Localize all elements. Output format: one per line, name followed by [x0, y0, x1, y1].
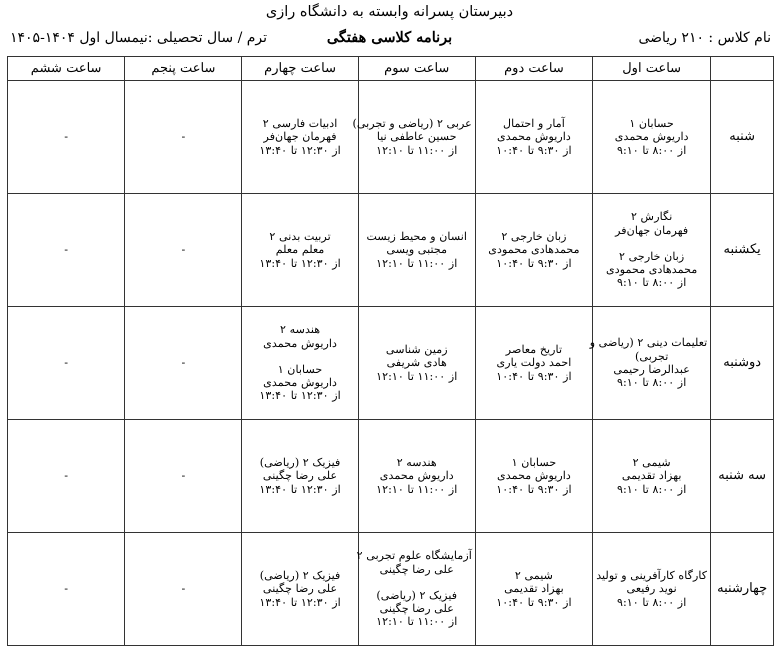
period-cell — [593, 420, 711, 533]
period-cell — [8, 420, 125, 533]
empty-marker: - — [64, 130, 69, 144]
cell-text: از ۹:۳۰ تا ۱۰:۴۰ — [496, 256, 572, 270]
empty-marker: - — [64, 582, 69, 596]
empty-marker: - — [64, 243, 69, 257]
cell-spacer — [596, 237, 707, 250]
cell-text: نوید رفیعی — [626, 582, 677, 596]
page-title: برنامه کلاسی هفتگی — [326, 29, 453, 46]
cell-text: از ۹:۳۰ تا ۱۰:۴۰ — [496, 595, 572, 609]
cell-text: حسابان ۱ — [629, 117, 674, 131]
day-cell: چهارشنبه — [711, 533, 774, 646]
column-header: ساعت اول — [593, 57, 711, 81]
cell-text: فهرمان جهان‌فر — [263, 130, 337, 144]
cell-text: آزمایشگاه علوم تجربی ۲ — [356, 549, 472, 563]
cell-text: تعلیمات دینی ۲ (ریاضی و — [589, 336, 708, 350]
cell-text: حسابان ۱ — [277, 362, 323, 376]
cell-text: از ۱۲:۳۰ تا ۱۳:۴۰ — [259, 256, 341, 270]
cell-text: فیزیک ۲ (ریاضی) — [376, 588, 458, 602]
period-cell — [358, 307, 475, 420]
cell-text: زمین شناسی — [385, 343, 448, 357]
cell-text: فیزیک ۲ (ریاضی) — [259, 456, 341, 470]
class-label: نام کلاس : ۲۱۰ ریاضی — [638, 30, 771, 46]
cell-text: از ۸:۰۰ تا ۹:۱۰ — [617, 376, 687, 390]
cell-text: معلم معلم — [275, 243, 325, 257]
period-cell — [242, 307, 358, 420]
column-header: ساعت ششم — [8, 57, 125, 81]
period-cell — [125, 307, 242, 420]
empty-marker: - — [64, 469, 69, 483]
cell-text: تجربی) — [635, 349, 669, 363]
cell-text: هندسه ۲ — [396, 456, 437, 470]
empty-marker: - — [181, 243, 186, 257]
cell-text: از ۱۱:۰۰ تا ۱۲:۱۰ — [376, 369, 458, 383]
cell-text: از ۹:۳۰ تا ۱۰:۴۰ — [496, 482, 572, 496]
period-cell — [8, 81, 125, 194]
period-cell — [358, 420, 475, 533]
table-row — [8, 420, 774, 533]
cell-text: از ۱۲:۳۰ تا ۱۳:۴۰ — [259, 482, 341, 496]
table-row — [8, 307, 774, 420]
cell-text: علی رضا چگینی — [379, 602, 454, 616]
cell-text: داریوش محمدی — [614, 130, 689, 144]
cell-text: تربیت بدنی ۲ — [269, 230, 331, 244]
cell-text: آمار و احتمال — [503, 117, 565, 131]
empty-marker: - — [64, 356, 69, 370]
cell-text: شیمی ۲ — [514, 569, 553, 583]
term-label: ترم / سال تحصیلی :نیمسال اول ۱۴۰۴-۱۴۰۵ — [10, 30, 268, 46]
schedule-body — [8, 81, 774, 646]
table-row — [8, 194, 774, 307]
cell-text: محمدهادی محمودی — [605, 263, 698, 277]
period-cell — [8, 307, 125, 420]
empty-marker: - — [181, 130, 186, 144]
period-cell — [475, 307, 592, 420]
cell-text: از ۱۲:۳۰ تا ۱۳:۴۰ — [259, 595, 341, 609]
cell-text: علی رضا چگینی — [262, 582, 338, 596]
cell-text: حسین عاطفی نیا — [376, 130, 457, 144]
cell-text: از ۱۲:۳۰ تا ۱۳:۴۰ — [259, 143, 341, 157]
period-cell — [593, 81, 711, 194]
period-cell — [589, 307, 711, 420]
table-row — [8, 533, 774, 646]
cell-text: علی رضا چگینی — [262, 469, 338, 483]
school-name: دبیرستان پسرانه وابسته به دانشگاه رازی — [265, 4, 514, 20]
period-cell — [475, 81, 592, 194]
column-header: ساعت سوم — [358, 57, 475, 81]
day-cell: یکشنبه — [711, 194, 774, 307]
period-cell — [125, 420, 242, 533]
period-cell — [242, 533, 358, 646]
cell-text: انسان و محیط زیست — [366, 230, 468, 244]
period-cell — [358, 194, 475, 307]
column-header: ساعت پنجم — [125, 57, 242, 81]
day-cell: سه شنبه — [711, 420, 774, 533]
cell-text: عربی ۲ (ریاضی و تجربی) — [352, 117, 472, 131]
period-cell — [593, 194, 711, 307]
period-cell — [475, 194, 592, 307]
cell-text: از ۱۱:۰۰ تا ۱۲:۱۰ — [376, 482, 458, 496]
cell-spacer — [245, 350, 354, 363]
cell-text: داریوش محمدی — [263, 336, 338, 350]
cell-text: حسابان ۱ — [511, 456, 557, 470]
cell-text: بهزاد تقدیمی — [504, 582, 564, 596]
cell-spacer — [362, 576, 472, 589]
period-cell — [242, 420, 358, 533]
period-cell — [352, 81, 475, 194]
cell-text: از ۱۲:۳۰ تا ۱۳:۴۰ — [259, 389, 341, 403]
column-header: ساعت دوم — [475, 57, 592, 81]
column-header: ساعت چهارم — [242, 57, 358, 81]
cell-text: از ۱۱:۰۰ تا ۱۲:۱۰ — [376, 256, 458, 270]
period-cell — [8, 533, 125, 646]
empty-marker: - — [181, 469, 186, 483]
cell-text: علی رضا چگینی — [379, 562, 454, 576]
cell-text: هندسه ۲ — [280, 323, 321, 337]
day-cell: شنبه — [711, 81, 774, 194]
cell-text: داریوش محمدی — [263, 376, 338, 390]
empty-marker: - — [181, 582, 186, 596]
cell-text: مجتبی ویسی — [386, 243, 448, 257]
period-cell — [125, 81, 242, 194]
cell-text: ادبیات فارسی ۲ — [262, 117, 338, 131]
period-cell — [242, 194, 358, 307]
cell-text: فیزیک ۲ (ریاضی) — [259, 569, 341, 583]
period-cell — [475, 533, 592, 646]
column-header — [711, 57, 774, 81]
period-cell — [242, 81, 358, 194]
period-cell — [8, 194, 125, 307]
cell-text: زبان خارجی ۲ — [501, 230, 567, 244]
header-row — [8, 57, 774, 81]
period-cell — [125, 194, 242, 307]
cell-text: زبان خارجی ۲ — [619, 249, 685, 263]
day-cell: دوشنبه — [711, 307, 774, 420]
schedule-table — [7, 56, 774, 646]
cell-text: احمد دولت یاری — [496, 356, 572, 370]
cell-text: هادی شریفی — [386, 356, 447, 370]
period-cell — [358, 533, 475, 646]
cell-text: از ۹:۳۰ تا ۱۰:۴۰ — [496, 369, 572, 383]
cell-text: محمدهادی محمودی — [488, 243, 580, 257]
cell-text: از ۸:۰۰ تا ۹:۱۰ — [617, 595, 687, 609]
cell-text: نگارش ۲ — [630, 210, 673, 224]
cell-text: شیمی ۲ — [632, 456, 671, 470]
cell-text: از ۱۱:۰۰ تا ۱۲:۱۰ — [376, 615, 458, 629]
cell-text: فهرمان جهان‌فر — [615, 223, 689, 237]
cell-text: از ۸:۰۰ تا ۹:۱۰ — [617, 482, 687, 496]
table-row — [8, 81, 774, 194]
empty-marker: - — [181, 356, 186, 370]
period-cell — [125, 533, 242, 646]
cell-text: تاریخ معاصر — [505, 343, 563, 357]
cell-text: داریوش محمدی — [379, 469, 454, 483]
cell-text: از ۱۱:۰۰ تا ۱۲:۱۰ — [376, 143, 458, 157]
period-cell — [475, 420, 592, 533]
cell-text: از ۸:۰۰ تا ۹:۱۰ — [617, 143, 687, 157]
cell-text: بهزاد تقدیمی — [621, 469, 682, 483]
cell-text: از ۹:۳۰ تا ۱۰:۴۰ — [496, 143, 572, 157]
cell-text: داریوش محمدی — [496, 130, 571, 144]
cell-text: کارگاه کارآفرینی و تولید — [596, 569, 708, 583]
period-cell — [593, 533, 711, 646]
cell-text: عبدالرضا رحیمی — [613, 363, 690, 376]
cell-text: داریوش محمدی — [496, 469, 571, 483]
cell-text: از ۸:۰۰ تا ۹:۱۰ — [617, 276, 687, 290]
